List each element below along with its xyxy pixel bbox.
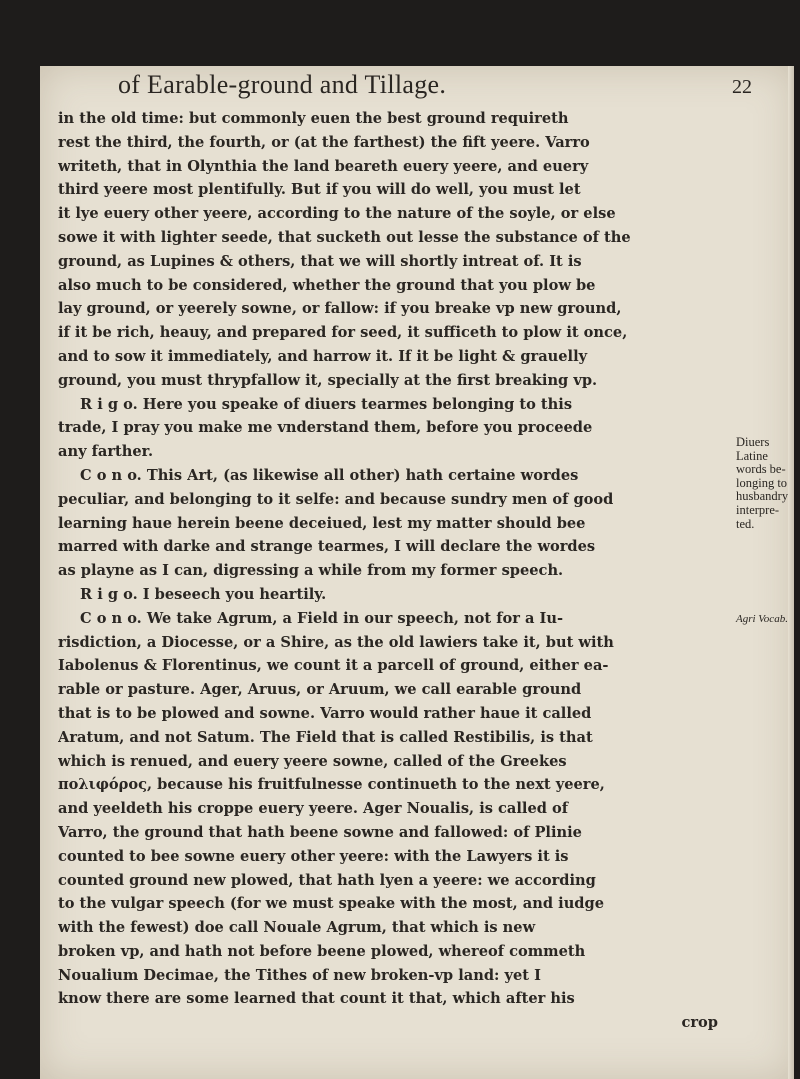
text-line: any farther. bbox=[58, 443, 154, 461]
text-line: learning haue herein beene deceiued, lest my matter should bee bbox=[58, 514, 586, 532]
text-line: writeth, that in Olynthia the land beareth euery yeere, and euery bbox=[58, 157, 589, 175]
text-line: that is to be plowed and sowne. Varro would rather haue it called bbox=[58, 704, 592, 722]
text-line: to the vulgar speech (for we must speake with the most, and iudge bbox=[58, 895, 604, 913]
text-line: Noualium Decimae, the Tithes of new broken-vp land: yet I bbox=[58, 966, 541, 984]
text-line: third yeere most plentifully. But if you will do well, you must let bbox=[58, 181, 581, 199]
book-page bbox=[40, 66, 794, 1079]
running-head: of Earable-ground and Tillage. bbox=[118, 70, 447, 99]
text-line: Aratum, and not Satum. The Field that is called Restibilis, is that bbox=[58, 728, 593, 746]
text-line: rest the third, the fourth, or (at the farthest) the fift yeere. Varro bbox=[58, 133, 590, 151]
text-line: as playne as I can, digressing a while from my former speech. bbox=[58, 562, 564, 580]
text-line: ground, as Lupines & others, that we will shortly intreat of. It is bbox=[58, 252, 582, 270]
text-line: peculiar, and belonging to it selfe: and because sundry men of good bbox=[58, 490, 614, 508]
text-line: it lye euery other yeere, according to the nature of the soyle, or else bbox=[58, 205, 616, 223]
text-line: rable or pasture. Ager, Aruus, or Aruum, we call earable ground bbox=[58, 681, 582, 699]
text-line: lay ground, or yeerely sowne, or fallow: if you breake vp new ground, bbox=[58, 300, 622, 318]
text-line: C o n o. We take Agrum, a Field in our speech, not for a Iu- bbox=[80, 609, 564, 627]
text-line: and to sow it immediately, and harrow it. If it be light & grauelly bbox=[58, 347, 588, 365]
text-line: ground, you must thrypfallow it, specially at the first breaking vp. bbox=[58, 371, 598, 389]
text-line: R i g o. I beseech you heartily. bbox=[80, 585, 327, 603]
text-line: Iabolenus & Florentinus, we count it a parcell of ground, either ea- bbox=[58, 657, 609, 675]
text-line: marred with darke and strange tearmes, I will declare the wordes bbox=[58, 538, 596, 556]
text-line: Varro, the ground that hath beene sowne and fallowed: of Plinie bbox=[58, 823, 582, 841]
page-edge bbox=[788, 66, 794, 1079]
text-line: sowe it with lighter seede, that sucketh out lesse the substance of the bbox=[58, 228, 631, 246]
text-line: know there are some learned that count it that, which after his bbox=[58, 990, 575, 1008]
text-line: if it be rich, heauy, and prepared for seed, it sufficeth to plow it once, bbox=[58, 324, 628, 342]
text-line: C o n o. This Art, (as likewise all other) hath certaine wordes bbox=[80, 466, 579, 484]
margin-note-agri: Agri Vocab. bbox=[736, 613, 788, 626]
body-text bbox=[58, 107, 722, 1035]
page-number: 22 bbox=[732, 76, 752, 98]
text-line: with the fewest) doe call Nouale Agrum, that which is new bbox=[58, 919, 536, 937]
text-line: πολιφόρος, because his fruitfulnesse continueth to the next yeere, bbox=[58, 776, 605, 794]
text-line: R i g o. Here you speake of diuers tearmes belonging to this bbox=[80, 395, 573, 413]
catchword: crop bbox=[681, 1014, 718, 1032]
text-line: and yeeldeth his croppe euery yeere. Ager Noualis, is called of bbox=[58, 800, 569, 818]
text-line: also much to be considered, whether the ground that you plow be bbox=[58, 276, 596, 294]
margin-notes bbox=[736, 436, 794, 625]
margin-note-diuers: Diuers Latine words be-longing to husbandry interpre-ted. bbox=[736, 435, 789, 531]
text-line: counted to bee sowne euery other yeere: with the Lawyers it is bbox=[58, 847, 569, 865]
page-header bbox=[40, 68, 794, 108]
text-line: trade, I pray you make me vnderstand them, before you proceede bbox=[58, 419, 593, 437]
text-line: which is renued, and euery yeere sowne, called of the Greekes bbox=[58, 752, 567, 770]
text-line: in the old time: but commonly euen the best ground requireth bbox=[58, 110, 569, 127]
text-line: broken vp, and hath not before beene plowed, whereof commeth bbox=[58, 942, 586, 960]
text-line: risdiction, a Diocesse, or a Shire, as the old lawiers take it, but with bbox=[58, 633, 614, 651]
text-line: counted ground new plowed, that hath lyen a yeere: we according bbox=[58, 871, 596, 889]
